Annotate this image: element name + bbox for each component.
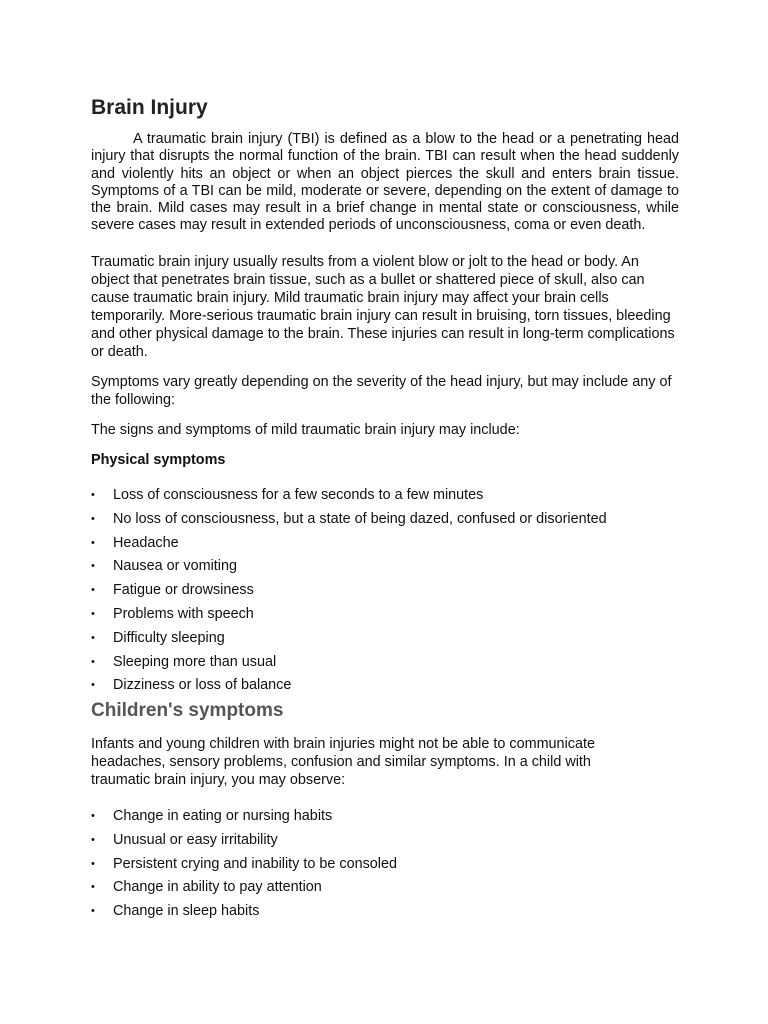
page-title: Brain Injury	[91, 96, 208, 119]
bullet-icon: •	[91, 607, 95, 620]
symptoms-vary-paragraph: Symptoms vary greatly depending on the severity of the head injury, but may include any of the following:	[91, 374, 672, 408]
bullet-icon: •	[91, 536, 95, 549]
list-item	[91, 605, 679, 629]
children-intro-paragraph: Infants and young children with brain injuries might not be able to communicate headaches, sensory problems, confusion and similar symptoms. In a child with traumatic brain injury, you may observe:	[91, 736, 595, 788]
childrens-symptoms-list	[91, 807, 679, 926]
causes-paragraph: Traumatic brain injury usually results from a violent blow or jolt to the head or body. An object that penetrates brain tissue, such as a bullet or shattered piece of skull, also can cause traumatic brain injury. Mild traumatic brain injury may affect your brain cells temporarily. More-serious traumatic brain injury can result in bruising, torn tissues, bleeding and other physical damage to the brain. These injuries can result in long-term complications or death.	[91, 254, 675, 360]
list-item	[91, 676, 679, 700]
bullet-icon: •	[91, 833, 95, 846]
bullet-icon: •	[91, 881, 95, 894]
physical-symptoms-heading: Physical symptoms	[91, 452, 226, 468]
list-item	[91, 510, 679, 534]
bullet-icon: •	[91, 655, 95, 668]
bullet-icon: •	[91, 489, 95, 501]
bullet-icon: •	[91, 584, 95, 597]
list-item	[91, 581, 679, 605]
list-item-text: Loss of consciousness for a few seconds to a few minutes	[113, 487, 484, 503]
list-item-text: Change in eating or nursing habits	[113, 808, 333, 824]
list-item-text: Change in sleep habits	[113, 903, 260, 920]
list-item-text: Change in ability to pay attention	[113, 879, 322, 896]
list-item	[91, 807, 679, 831]
list-item-text: Headache	[113, 534, 179, 551]
list-item	[91, 534, 679, 558]
list-item	[91, 878, 679, 902]
list-item	[91, 653, 679, 677]
bullet-icon: •	[91, 857, 95, 870]
list-item	[91, 902, 679, 926]
list-item	[91, 855, 679, 879]
list-item-text: Nausea or vomiting	[113, 558, 237, 575]
list-item-text: Dizziness or loss of balance	[113, 677, 292, 694]
list-item	[91, 629, 679, 653]
list-item-text: Persistent crying and inability to be consoled	[113, 855, 397, 872]
physical-symptoms-list	[91, 486, 679, 700]
bullet-icon: •	[91, 631, 95, 644]
childrens-symptoms-heading: Children's symptoms	[91, 700, 284, 721]
list-item-text: Sleeping more than usual	[113, 653, 277, 670]
list-item	[91, 557, 679, 581]
list-item-text: Difficulty sleeping	[113, 629, 225, 646]
bullet-icon: •	[91, 560, 95, 573]
list-item	[91, 486, 679, 510]
list-item-text: No loss of consciousness, but a state of being dazed, confused or disoriented	[113, 510, 607, 527]
bullet-icon: •	[91, 512, 95, 525]
list-item-text: Unusual or easy irritability	[113, 831, 278, 848]
intro-paragraph: A traumatic brain injury (TBI) is defined as a blow to the head or a penetrating head injury that disrupts the normal function of the brain. TBI can result when the head suddenly and violently hits an object or when an object pierces the skull and enters brain tissue. Symptoms of a TBI can be mild, moderate or severe, depending on the extent of damage to the brain. Mild cases may result in a brief change in mental state or consciousness, while severe cases may result in extended periods of unconsciousness, coma or even death.	[91, 131, 679, 234]
mild-signs-paragraph: The signs and symptoms of mild traumatic brain injury may include:	[91, 422, 520, 438]
list-item-text: Fatigue or drowsiness	[113, 582, 254, 599]
bullet-icon: •	[91, 905, 95, 918]
bullet-icon: •	[91, 810, 95, 822]
list-item-text: Problems with speech	[113, 605, 254, 622]
bullet-icon: •	[91, 679, 95, 692]
list-item	[91, 831, 679, 855]
